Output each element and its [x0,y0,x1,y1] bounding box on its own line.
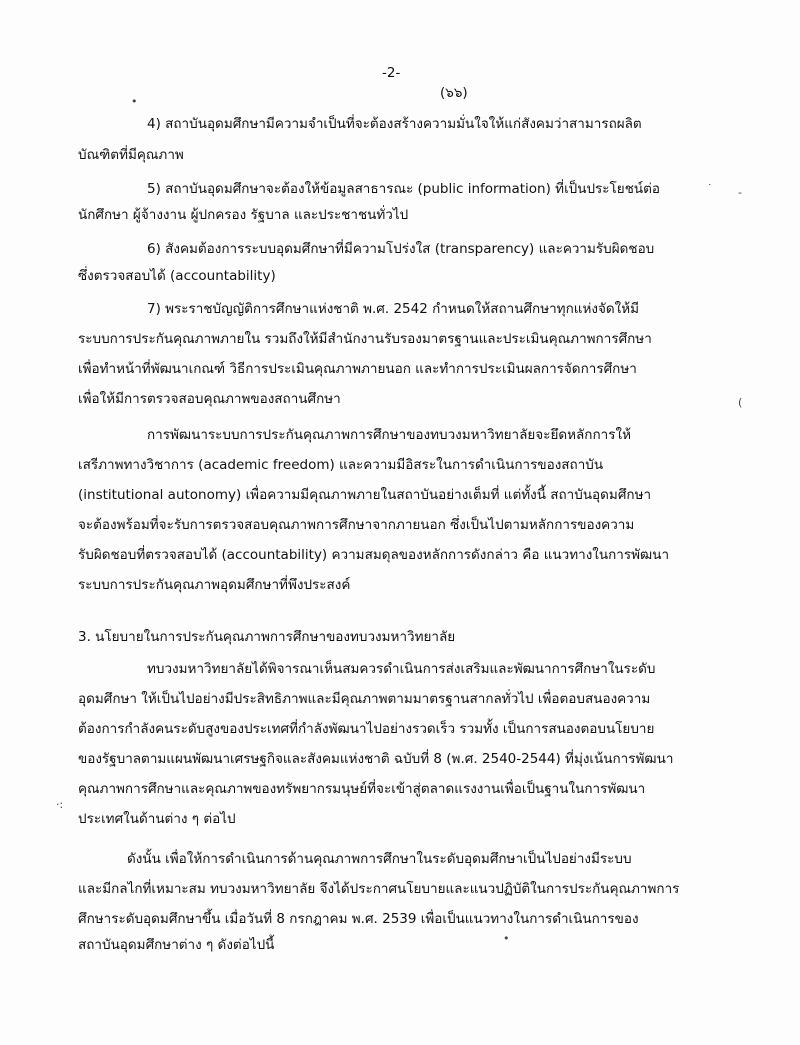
para-development-line-2: เสรีภาพทางวิชาการ (academic freedom) และความมีอิสระในการดำเนินการของสถาบัน [78,457,604,473]
item-7-line-3: เพื่อทำหน้าที่พัฒนาเกณฑ์ วิธีการประเมินคุณภาพภายนอก และทำการประเมินผลการจัดการศึกษา [78,361,637,377]
section-3-heading: 3. นโยบายในการประกันคุณภาพการศึกษาของทบวงมหาวิทยาลัย [78,629,456,645]
item-5-line-2: นักศึกษา ผู้จ้างงาน ผู้ปกครอง รัฐบาล และประชาชนทั่วไป [78,207,409,223]
therefore-para-line-1: ดังนั้น เพื่อให้การดำเนินการด้านคุณภาพการศึกษาในระดับอุดมศึกษาเป็นไปอย่างมีระบบ [127,851,632,867]
para-development-line-5: รับผิดชอบที่ตรวจสอบได้ (accountability) ความสมดุลของหลักการดังกล่าว คือ แนวทางในการพัฒนา [78,547,670,563]
item-7-line-1: 7) พระราชบัญญัติการศึกษาแห่งชาติ พ.ศ. 2542 กำหนดให้สถานศึกษาทุกแห่งจัดให้มี [147,301,640,317]
section-3-para-line-1: ทบวงมหาวิทยาลัยได้พิจารณาเห็นสมควรดำเนินการส่งเสริมและพัฒนาการศึกษาในระดับ [147,661,656,677]
section-3-para-line-4: ของรัฐบาลตามแผนพัฒนาเศรษฐกิจและสังคมแห่งชาติ ฉบับที่ 8 (พ.ศ. 2540-2544) ที่มุ่งเน้นการพัฒนา [78,751,674,767]
item-7-line-4: เพื่อให้มีการตรวจสอบคุณภาพของสถานศึกษา [78,391,341,407]
item-7-line-2: ระบบการประกันคุณภาพภายใน รวมถึงให้มีสำนักงานรับรองมาตรฐานและประเมินคุณภาพการศึกษา [78,331,652,347]
therefore-para-line-4: สถาบันอุดมศึกษาต่าง ๆ ดังต่อไปนี้ [78,937,275,953]
scan-speck: • [131,95,138,108]
section-3-para-line-6: ประเทศในด้านต่าง ๆ ต่อไป [78,811,236,827]
scan-speck: ( [738,396,743,409]
item-6-line-1: 6) สังคมต้องการระบบอุดมศึกษาที่มีความโปร่งใส (transparency) และความรับผิดชอบ [147,241,655,257]
section-3-para-line-3: ต้องการกำลังคนระดับสูงของประเทศที่กำลังพัฒนาไปอย่างรวดเร็ว รวมทั้ง เป็นการสนองตอบนโยบาย [78,721,655,737]
scan-speck: • [503,932,510,945]
para-development-line-6: ระบบการประกันคุณภาพอุดมศึกษาที่พึงประสงค์ [78,577,351,593]
section-3-para-line-5: คุณภาพการศึกษาและคุณภาพของทรัพยากรมนุษย์ที่จะเข้าสู่ตลาดแรงงานเพื่อเป็นฐานในการพัฒนา [78,781,646,797]
thai-page-number: (๖๖) [440,85,468,101]
item-5-line-1: 5) สถาบันอุดมศึกษาจะต้องให้ข้อมูลสาธารณะ (public information) ที่เป็นประโยชน์ต่อ [147,181,660,197]
scan-speck: ·: [56,798,64,811]
para-development-line-1: การพัฒนาระบบการประกันคุณภาพการศึกษาของทบวงมหาวิทยาลัยจะยึดหลักการให้ [147,427,631,443]
item-6-line-2: ซึ่งตรวจสอบได้ (accountability) [78,268,276,284]
therefore-para-line-2: และมีกลไกที่เหมาะสม ทบวงมหาวิทยาลัย จึงได้ประกาศนโยบายและแนวปฏิบัติในการประกันคุณภาพการ [78,881,680,897]
scan-speck: - [738,186,742,199]
item-4-line-2: บัณฑิตที่มีคุณภาพ [78,147,184,163]
para-development-line-3: (institutional autonomy) เพื่อความมีคุณภาพภายในสถาบันอย่างเต็มที่ แต่ทั้งนี้ สถาบันอุดมศึกษา [78,487,652,503]
item-4-line-1: 4) สถาบันอุดมศึกษามีความจำเป็นที่จะต้องสร้างความมั่นใจให้แก่สังคมว่าสามารถผลิต [147,116,642,132]
page-number: -2- [382,65,401,81]
section-3-para-line-2: อุดมศึกษา ให้เป็นไปอย่างมีประสิทธิภาพและมีคุณภาพตามมาตรฐานสากลทั่วไป เพื่อตอบสนองความ [78,691,651,707]
therefore-para-line-3: ศึกษาระดับอุดมศึกษาขึ้น เมื่อวันที่ 8 กรกฎาคม พ.ศ. 2539 เพื่อเป็นแนวทางในการดำเนินการของ [78,911,639,927]
scan-speck: ˙ [707,182,713,195]
para-development-line-4: จะต้องพร้อมที่จะรับการตรวจสอบคุณภาพการศึกษาจากภายนอก ซึ่งเป็นไปตามหลักการของความ [78,517,635,533]
